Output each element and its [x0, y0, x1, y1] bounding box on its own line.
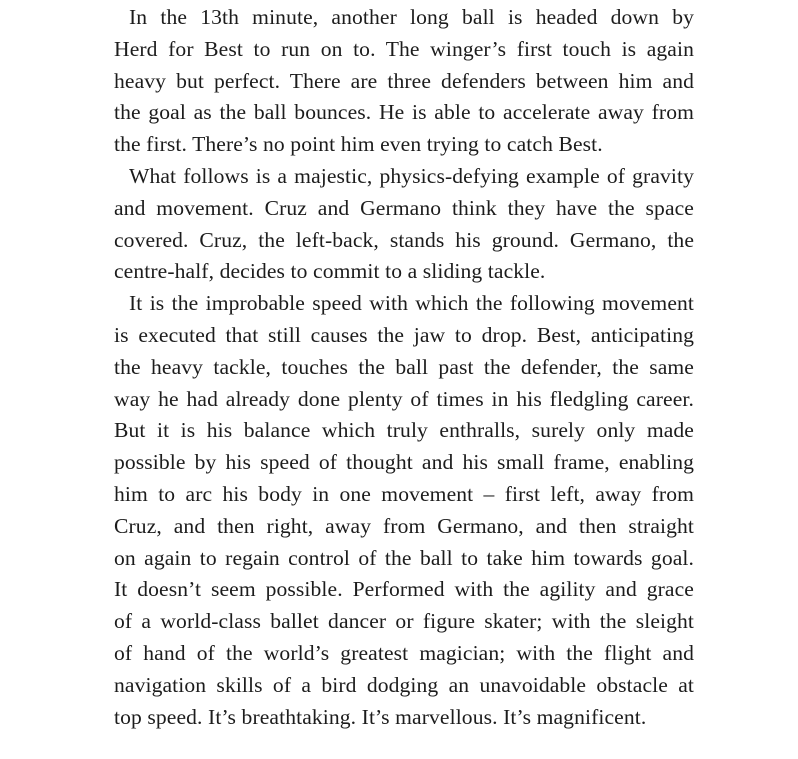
- paragraph-2: [114, 161, 694, 288]
- text-line: the first. There’s no point him even trying to catch Best.: [114, 132, 603, 157]
- text-line: covered. Cruz, the left-back, stands his ground. Germano, the: [114, 227, 694, 252]
- text-line: possible by his speed of thought and his small frame, enabling: [114, 450, 694, 475]
- text-line: heavy but perfect. There are three defenders between him and: [114, 68, 694, 93]
- text-line: the heavy tackle, touches the ball past the defender, the same: [114, 354, 694, 379]
- text-line: In the 13th minute, another long ball is headed down by: [129, 5, 694, 29]
- text-line: way he had already done plenty of times in his fledgling career.: [114, 386, 694, 411]
- text-line: It doesn’t seem possible. Performed with the agility and grace: [114, 577, 694, 602]
- text-line: Cruz, and then right, away from Germano, and then straight: [114, 513, 694, 538]
- text-line: top speed. It’s breathtaking. It’s marvellous. It’s magnificent.: [114, 704, 647, 729]
- text-line: of a world-class ballet dancer or figure skater; with the sleight: [114, 609, 694, 634]
- text-line: It is the improbable speed with which the following movement: [129, 291, 694, 316]
- text-line: and movement. Cruz and Germano think they have the space: [114, 195, 694, 220]
- text-line: the goal as the ball bounces. He is able to accelerate away from: [114, 100, 694, 125]
- paragraph-1: [114, 2, 694, 161]
- text-line: is executed that still causes the jaw to drop. Best, anticipating: [114, 322, 694, 347]
- text-line: navigation skills of a bird dodging an unavoidable obstacle at: [114, 672, 694, 697]
- text-line: Herd for Best to run on to. The winger’s first touch is again: [114, 36, 694, 61]
- body-text: [114, 2, 694, 733]
- text-line: centre-half, decides to commit to a sliding tackle.: [114, 259, 546, 284]
- paragraph-3: [114, 288, 694, 733]
- text-line: him to arc his body in one movement – first left, away from: [114, 481, 694, 506]
- text-line: of hand of the world’s greatest magician; with the flight and: [114, 640, 694, 665]
- text-line: What follows is a majestic, physics-defying example of gravity: [129, 163, 694, 188]
- text-line: on again to regain control of the ball to take him towards goal.: [114, 545, 694, 570]
- text-line: But it is his balance which truly enthralls, surely only made: [114, 418, 694, 443]
